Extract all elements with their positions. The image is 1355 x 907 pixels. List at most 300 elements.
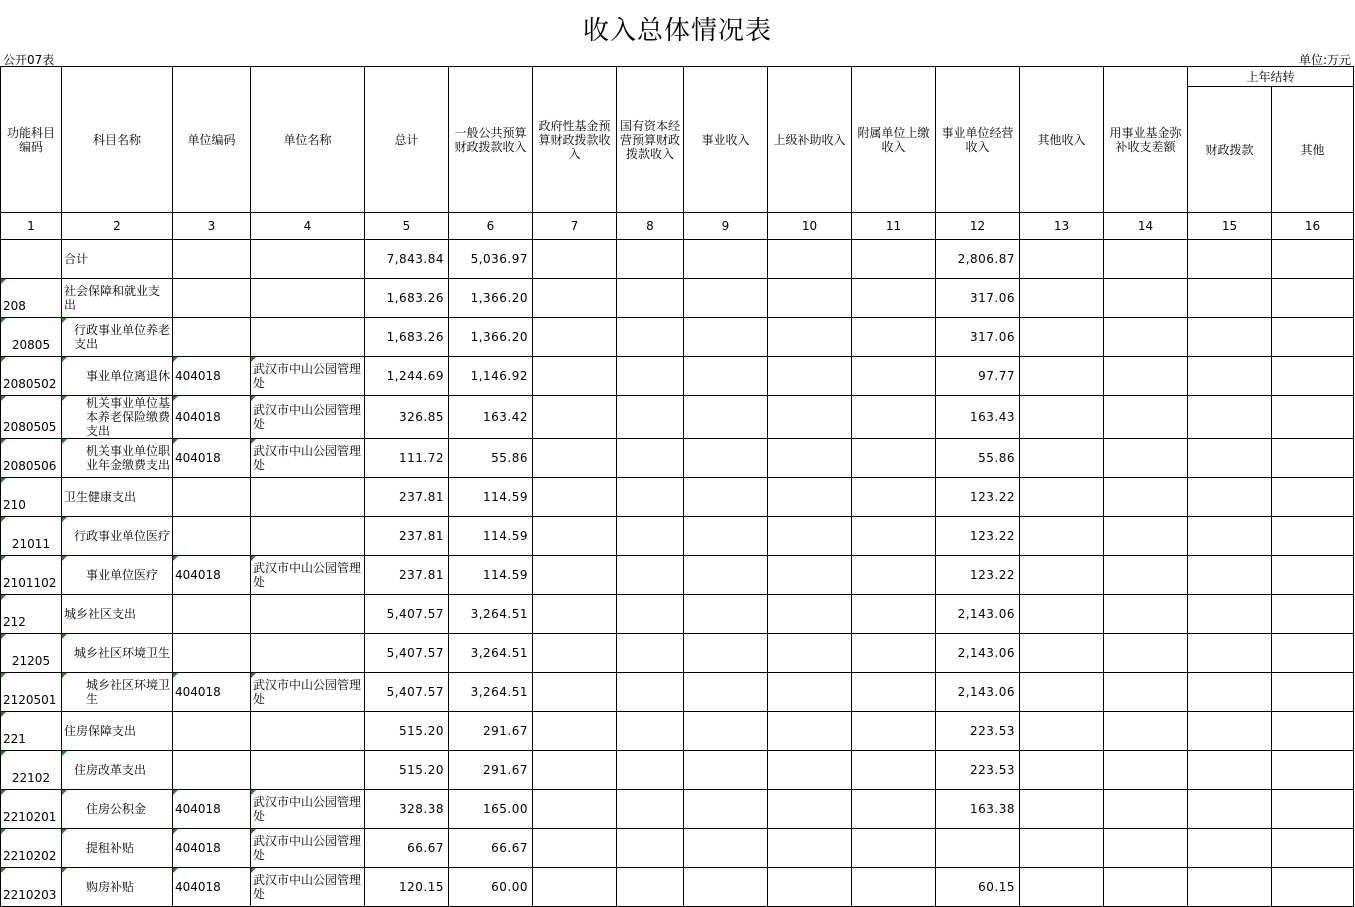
other-income-cell [1020,478,1104,517]
func-code-cell: 2080506 [1,439,62,478]
affiliate-income-cell [852,634,936,673]
total-cell: 5,407.57 [365,595,449,634]
header-affiliate-income: 附属单位上缴收入 [852,67,936,213]
gov-fund-cell [533,478,617,517]
carryover-fiscal-cell [1188,712,1272,751]
fund-offset-cell [1104,634,1188,673]
gov-fund-cell [533,790,617,829]
table-row [1,751,1354,790]
affiliate-income-cell [852,556,936,595]
func-code-cell [1,240,62,279]
column-number-row [1,213,1354,240]
table-row [1,478,1354,517]
superior-subsidy-cell [768,357,852,396]
func-code-cell: 212 [1,595,62,634]
header-superior-subsidy: 上级补助收入 [768,67,852,213]
column-number: 6 [449,213,533,240]
state-capital-cell [617,357,684,396]
unit-code-cell: 404018 [173,439,251,478]
other-income-cell [1020,595,1104,634]
affiliate-income-cell [852,357,936,396]
carryover-fiscal-cell [1188,478,1272,517]
general-budget-cell: 291.67 [449,712,533,751]
affiliate-income-cell [852,240,936,279]
operating-income-cell: 55.86 [936,439,1020,478]
operating-income-cell: 2,143.06 [936,595,1020,634]
subject-name-cell: 提租补贴 [62,829,173,868]
subject-name-cell: 机关事业单位职业年金缴费支出 [62,439,173,478]
operating-income-cell: 123.22 [936,517,1020,556]
other-income-cell [1020,240,1104,279]
business-income-cell [684,673,768,712]
unit-code-cell: 404018 [173,556,251,595]
header-group-carryover: 上年结转 [1188,67,1354,87]
operating-income-cell [936,829,1020,868]
business-income-cell [684,634,768,673]
unit-code-cell: 404018 [173,396,251,439]
column-number: 16 [1272,213,1354,240]
general-budget-cell: 114.59 [449,556,533,595]
operating-income-cell: 97.77 [936,357,1020,396]
general-budget-cell: 1,146.92 [449,357,533,396]
general-budget-cell: 3,264.51 [449,673,533,712]
gov-fund-cell [533,556,617,595]
carryover-other-cell [1272,751,1354,790]
subject-name-cell: 行政事业单位养老支出 [62,318,173,357]
operating-income-cell: 2,143.06 [936,634,1020,673]
unit-code-cell [173,478,251,517]
func-code-cell: 21205 [1,634,62,673]
state-capital-cell [617,712,684,751]
business-income-cell [684,868,768,907]
general-budget-cell: 291.67 [449,751,533,790]
fund-offset-cell [1104,868,1188,907]
fund-offset-cell [1104,712,1188,751]
unit-name-cell: 武汉市中山公园管理处 [251,439,365,478]
table-row [1,396,1354,439]
unit-code-cell [173,318,251,357]
column-number: 9 [684,213,768,240]
superior-subsidy-cell [768,712,852,751]
gov-fund-cell [533,240,617,279]
general-budget-cell: 55.86 [449,439,533,478]
business-income-cell [684,712,768,751]
carryover-fiscal-cell [1188,829,1272,868]
superior-subsidy-cell [768,478,852,517]
carryover-other-cell [1272,279,1354,318]
carryover-fiscal-cell [1188,439,1272,478]
superior-subsidy-cell [768,790,852,829]
carryover-fiscal-cell [1188,396,1272,439]
operating-income-cell: 317.06 [936,279,1020,318]
subject-name-cell: 城乡社区支出 [62,595,173,634]
superior-subsidy-cell [768,439,852,478]
superior-subsidy-cell [768,673,852,712]
unit-name-cell: 武汉市中山公园管理处 [251,396,365,439]
func-code-cell: 210 [1,478,62,517]
carryover-fiscal-cell [1188,357,1272,396]
business-income-cell [684,396,768,439]
unit-name-cell [251,634,365,673]
gov-fund-cell [533,751,617,790]
gov-fund-cell [533,396,617,439]
carryover-other-cell [1272,517,1354,556]
affiliate-income-cell [852,790,936,829]
fund-offset-cell [1104,790,1188,829]
carryover-other-cell [1272,829,1354,868]
carryover-fiscal-cell [1188,634,1272,673]
unit-name-cell: 武汉市中山公园管理处 [251,556,365,595]
other-income-cell [1020,868,1104,907]
superior-subsidy-cell [768,517,852,556]
affiliate-income-cell [852,751,936,790]
operating-income-cell: 2,806.87 [936,240,1020,279]
fund-offset-cell [1104,673,1188,712]
other-income-cell [1020,318,1104,357]
table-row [1,240,1354,279]
state-capital-cell [617,439,684,478]
state-capital-cell [617,829,684,868]
general-budget-cell: 60.00 [449,868,533,907]
table-row [1,318,1354,357]
other-income-cell [1020,634,1104,673]
table-row [1,357,1354,396]
fund-offset-cell [1104,829,1188,868]
state-capital-cell [617,396,684,439]
general-budget-cell: 1,366.20 [449,318,533,357]
general-budget-cell: 66.67 [449,829,533,868]
carryover-other-cell [1272,673,1354,712]
total-cell: 1,244.69 [365,357,449,396]
unit-name-cell [251,240,365,279]
other-income-cell [1020,357,1104,396]
operating-income-cell: 163.38 [936,790,1020,829]
other-income-cell [1020,712,1104,751]
other-income-cell [1020,517,1104,556]
unit-name-cell [251,595,365,634]
column-number: 8 [617,213,684,240]
header-business-income: 事业收入 [684,67,768,213]
gov-fund-cell [533,318,617,357]
table-row [1,790,1354,829]
func-code-cell: 2120501 [1,673,62,712]
func-code-cell: 21011 [1,517,62,556]
gov-fund-cell [533,357,617,396]
table-row [1,279,1354,318]
carryover-other-cell [1272,868,1354,907]
table-row [1,517,1354,556]
table-row [1,634,1354,673]
column-number: 15 [1188,213,1272,240]
subject-name-cell: 行政事业单位医疗 [62,517,173,556]
column-number: 3 [173,213,251,240]
affiliate-income-cell [852,478,936,517]
business-income-cell [684,439,768,478]
gov-fund-cell [533,634,617,673]
subject-name-cell: 城乡社区环境卫生 [62,673,173,712]
carryover-other-cell [1272,712,1354,751]
state-capital-cell [617,673,684,712]
business-income-cell [684,478,768,517]
func-code-cell: 22102 [1,751,62,790]
unit-code-cell: 404018 [173,790,251,829]
fund-offset-cell [1104,240,1188,279]
carryover-other-cell [1272,240,1354,279]
business-income-cell [684,240,768,279]
subject-name-cell: 卫生健康支出 [62,478,173,517]
total-cell: 1,683.26 [365,318,449,357]
business-income-cell [684,357,768,396]
other-income-cell [1020,751,1104,790]
header-total: 总计 [365,67,449,213]
unit-name-cell: 武汉市中山公园管理处 [251,790,365,829]
fund-offset-cell [1104,751,1188,790]
header-general-budget: 一般公共预算财政拨款收入 [449,67,533,213]
affiliate-income-cell [852,439,936,478]
operating-income-cell: 317.06 [936,318,1020,357]
gov-fund-cell [533,439,617,478]
operating-income-cell: 223.53 [936,751,1020,790]
business-income-cell [684,556,768,595]
carryover-fiscal-cell [1188,595,1272,634]
unit-code-cell [173,634,251,673]
superior-subsidy-cell [768,556,852,595]
fund-offset-cell [1104,439,1188,478]
subject-name-cell: 住房改革支出 [62,751,173,790]
business-income-cell [684,517,768,556]
general-budget-cell: 3,264.51 [449,634,533,673]
business-income-cell [684,318,768,357]
unit-code-cell [173,517,251,556]
business-income-cell [684,595,768,634]
business-income-cell [684,829,768,868]
carryover-fiscal-cell [1188,673,1272,712]
carryover-other-cell [1272,396,1354,439]
unit-name-cell [251,279,365,318]
carryover-other-cell [1272,478,1354,517]
state-capital-cell [617,556,684,595]
total-cell: 237.81 [365,478,449,517]
header-gov-fund: 政府性基金预算财政拨款收入 [533,67,617,213]
state-capital-cell [617,240,684,279]
column-number: 10 [768,213,852,240]
gov-fund-cell [533,673,617,712]
gov-fund-cell [533,279,617,318]
func-code-cell: 221 [1,712,62,751]
operating-income-cell: 223.53 [936,712,1020,751]
total-cell: 1,683.26 [365,279,449,318]
column-number: 14 [1104,213,1188,240]
unit-code-cell [173,595,251,634]
general-budget-cell: 163.42 [449,396,533,439]
func-code-cell: 2080505 [1,396,62,439]
carryover-other-cell [1272,790,1354,829]
operating-income-cell: 123.22 [936,478,1020,517]
table-row [1,868,1354,907]
func-code-cell: 208 [1,279,62,318]
header-operating-income: 事业单位经营收入 [936,67,1020,213]
fund-offset-cell [1104,595,1188,634]
affiliate-income-cell [852,712,936,751]
unit-code-cell: 404018 [173,357,251,396]
header-unit-code: 单位编码 [173,67,251,213]
fund-offset-cell [1104,517,1188,556]
func-code-cell: 2210202 [1,829,62,868]
column-number: 1 [1,213,62,240]
affiliate-income-cell [852,673,936,712]
unit-label: 单位:万元 [1298,53,1351,67]
state-capital-cell [617,318,684,357]
subject-name-cell: 住房保障支出 [62,712,173,751]
total-cell: 237.81 [365,556,449,595]
subject-name-cell: 机关事业单位基本养老保险缴费支出 [62,396,173,439]
superior-subsidy-cell [768,751,852,790]
header-other-income: 其他收入 [1020,67,1104,213]
subject-name-cell: 事业单位离退休 [62,357,173,396]
affiliate-income-cell [852,396,936,439]
other-income-cell [1020,673,1104,712]
superior-subsidy-cell [768,829,852,868]
column-number: 12 [936,213,1020,240]
general-budget-cell: 5,036.97 [449,240,533,279]
header-state-capital: 国有资本经营预算财政拨款收入 [617,67,684,213]
operating-income-cell: 163.43 [936,396,1020,439]
total-cell: 515.20 [365,712,449,751]
func-code-cell: 2080502 [1,357,62,396]
fund-offset-cell [1104,396,1188,439]
carryover-fiscal-cell [1188,517,1272,556]
gov-fund-cell [533,868,617,907]
business-income-cell [684,279,768,318]
unit-name-cell [251,751,365,790]
general-budget-cell: 114.59 [449,478,533,517]
superior-subsidy-cell [768,396,852,439]
unit-code-cell: 404018 [173,829,251,868]
general-budget-cell: 114.59 [449,517,533,556]
superior-subsidy-cell [768,279,852,318]
unit-name-cell [251,712,365,751]
subject-name-cell: 社会保障和就业支出 [62,279,173,318]
fund-offset-cell [1104,318,1188,357]
column-number: 7 [533,213,617,240]
unit-name-cell: 武汉市中山公园管理处 [251,357,365,396]
other-income-cell [1020,439,1104,478]
unit-code-cell [173,279,251,318]
carryover-fiscal-cell [1188,240,1272,279]
carryover-fiscal-cell [1188,279,1272,318]
fund-offset-cell [1104,279,1188,318]
func-code-cell: 2210201 [1,790,62,829]
fund-offset-cell [1104,556,1188,595]
carryover-fiscal-cell [1188,790,1272,829]
unit-code-cell [173,751,251,790]
total-cell: 7,843.84 [365,240,449,279]
general-budget-cell: 1,366.20 [449,279,533,318]
other-income-cell [1020,790,1104,829]
func-code-cell: 2210203 [1,868,62,907]
operating-income-cell: 2,143.06 [936,673,1020,712]
subject-name-cell: 城乡社区环境卫生 [62,634,173,673]
state-capital-cell [617,751,684,790]
business-income-cell [684,790,768,829]
column-number: 5 [365,213,449,240]
other-income-cell [1020,279,1104,318]
fund-offset-cell [1104,478,1188,517]
state-capital-cell [617,634,684,673]
affiliate-income-cell [852,868,936,907]
carryover-other-cell [1272,439,1354,478]
unit-code-cell: 404018 [173,673,251,712]
unit-code-cell [173,240,251,279]
unit-code-cell: 404018 [173,868,251,907]
superior-subsidy-cell [768,318,852,357]
other-income-cell [1020,556,1104,595]
unit-name-cell [251,517,365,556]
func-code-cell: 20805 [1,318,62,357]
total-cell: 111.72 [365,439,449,478]
table-row [1,673,1354,712]
total-cell: 328.38 [365,790,449,829]
affiliate-income-cell [852,517,936,556]
superior-subsidy-cell [768,240,852,279]
carryover-other-cell [1272,318,1354,357]
general-budget-cell: 165.00 [449,790,533,829]
fund-offset-cell [1104,357,1188,396]
unit-name-cell: 武汉市中山公园管理处 [251,868,365,907]
state-capital-cell [617,868,684,907]
unit-name-cell [251,478,365,517]
business-income-cell [684,751,768,790]
state-capital-cell [617,595,684,634]
table-row [1,829,1354,868]
subject-name-cell: 事业单位医疗 [62,556,173,595]
operating-income-cell: 123.22 [936,556,1020,595]
column-number: 4 [251,213,365,240]
table-row [1,595,1354,634]
gov-fund-cell [533,595,617,634]
table-row [1,556,1354,595]
affiliate-income-cell [852,829,936,868]
column-number: 2 [62,213,173,240]
func-code-cell: 2101102 [1,556,62,595]
subject-name-cell: 购房补贴 [62,868,173,907]
header-fiscal-allocation: 财政拨款 [1188,87,1272,213]
unit-code-cell [173,712,251,751]
state-capital-cell [617,478,684,517]
header-fund-offset: 用事业基金弥补收支差额 [1104,67,1188,213]
column-number: 13 [1020,213,1104,240]
unit-name-cell [251,318,365,357]
affiliate-income-cell [852,279,936,318]
carryover-other-cell [1272,556,1354,595]
gov-fund-cell [533,517,617,556]
table-row [1,712,1354,751]
operating-income-cell: 60.15 [936,868,1020,907]
total-cell: 5,407.57 [365,673,449,712]
total-cell: 120.15 [365,868,449,907]
superior-subsidy-cell [768,595,852,634]
other-income-cell [1020,829,1104,868]
carryover-other-cell [1272,595,1354,634]
state-capital-cell [617,517,684,556]
column-number: 11 [852,213,936,240]
total-cell: 5,407.57 [365,634,449,673]
unit-name-cell: 武汉市中山公园管理处 [251,673,365,712]
subject-name-cell: 合计 [62,240,173,279]
page-title: 收入总体情况表 [582,16,772,46]
affiliate-income-cell [852,595,936,634]
unit-name-cell: 武汉市中山公园管理处 [251,829,365,868]
